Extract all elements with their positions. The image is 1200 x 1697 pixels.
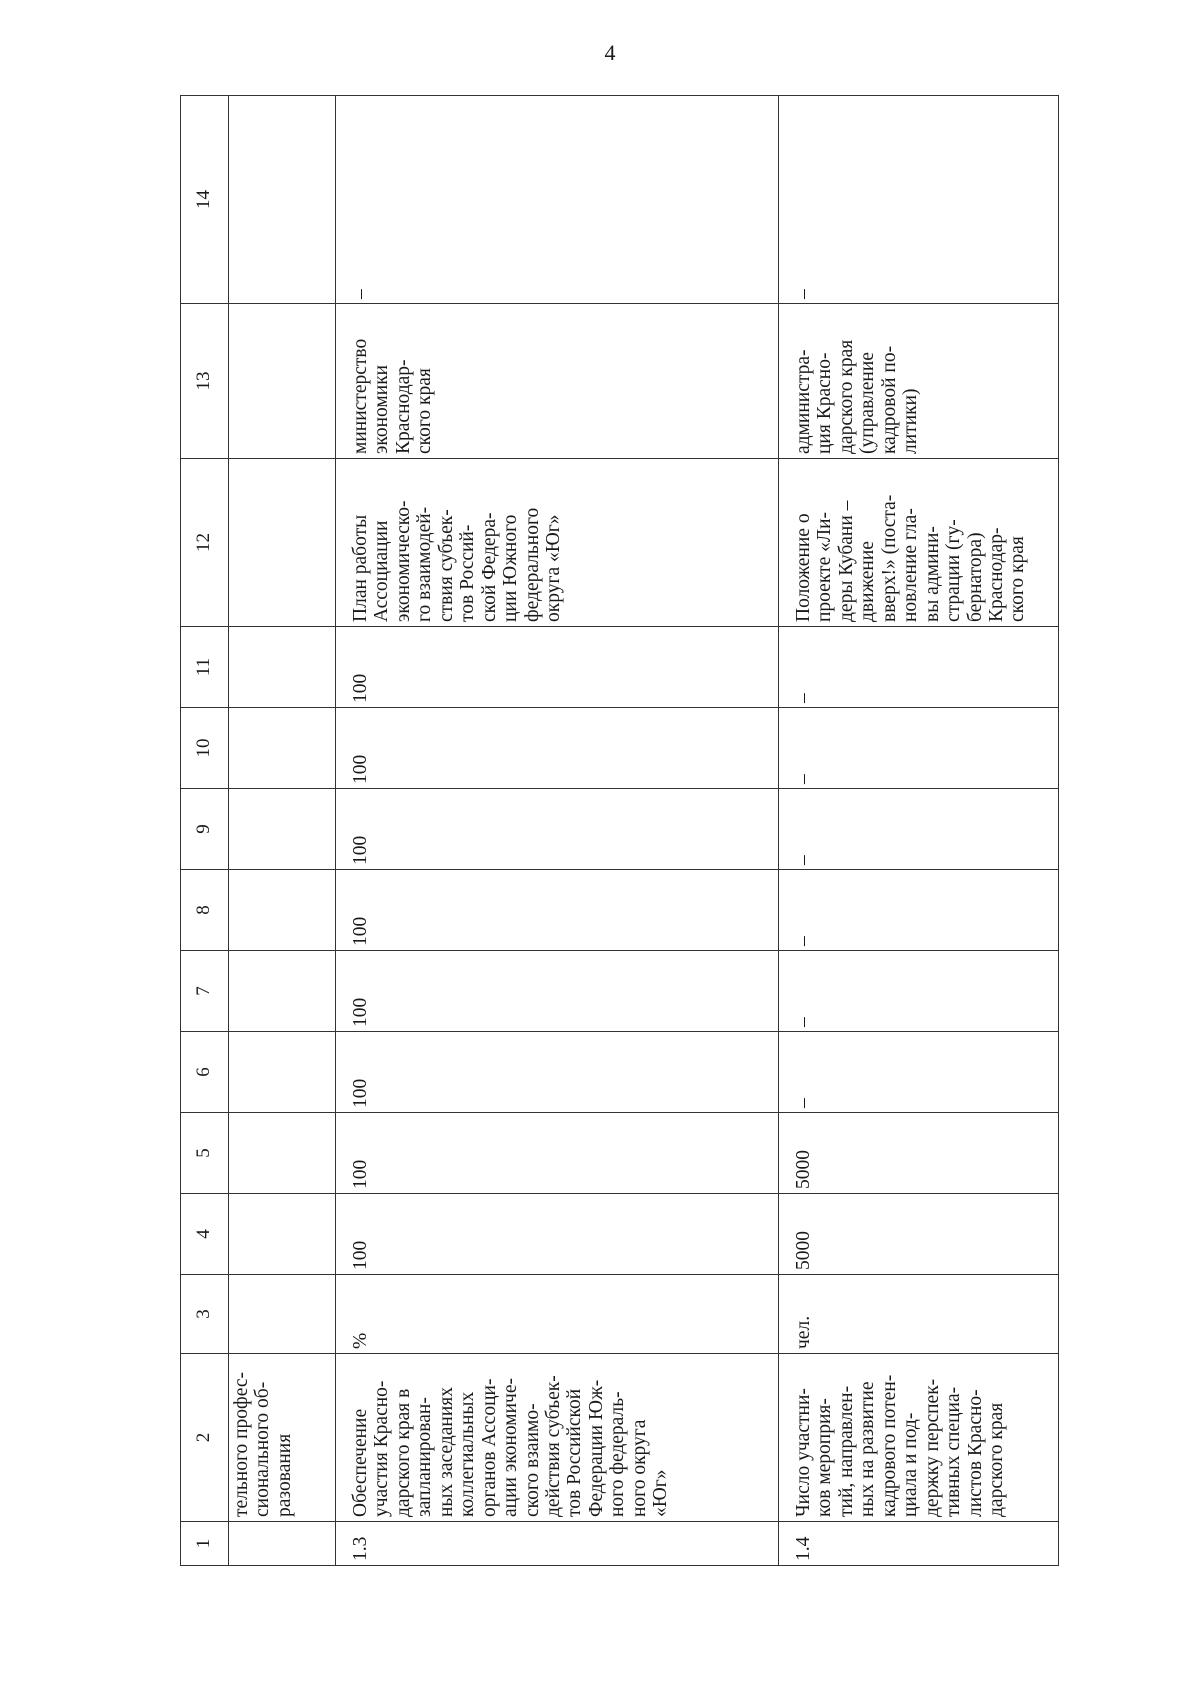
cell-line: дарского края в (392, 1388, 414, 1517)
table-cell (779, 1522, 1059, 1566)
cell-line: федерального (521, 507, 543, 622)
cell-line: 5000 (793, 1150, 814, 1189)
table-cell (229, 1032, 336, 1113)
table-row (779, 96, 1059, 1566)
cell-line: План работы (350, 514, 371, 622)
cell-line: кадрового потен- (878, 1374, 900, 1517)
table-cell (229, 1354, 336, 1522)
table-cell (779, 789, 1059, 870)
table-cell (229, 708, 336, 789)
cell-line: дарского края (985, 1402, 1007, 1517)
column-header: 11 (181, 627, 229, 708)
cell-line: бернатора) (964, 532, 986, 622)
cell-line: запланирован- (414, 1397, 436, 1517)
cell-line: (управление (857, 352, 879, 454)
cell-line: 100 (350, 1240, 371, 1270)
table-cell (229, 1113, 336, 1194)
rotated-table-area (180, 96, 1058, 1566)
cell-line: – (793, 289, 814, 299)
cell-line: ского взаимо- (521, 1403, 543, 1517)
table-cell (229, 1522, 336, 1566)
cell-line: 100 (350, 835, 371, 865)
table-cell (779, 1354, 1059, 1522)
table-cell (779, 627, 1059, 708)
cell-line: 1.4 (793, 1536, 814, 1561)
cell-line: литики) (900, 388, 922, 454)
cell-line: новление гла- (900, 508, 922, 622)
cell-line: «Юг» (650, 1469, 672, 1517)
table-cell (336, 459, 779, 627)
cell-line: Ассоциации (371, 520, 393, 622)
table-cell (779, 96, 1059, 304)
table-cell (779, 459, 1059, 627)
column-header: 7 (181, 951, 229, 1032)
cell-line: министерство (350, 338, 371, 454)
cell-line: Число участни- (793, 1388, 814, 1517)
table-cell (336, 1032, 779, 1113)
table-cell (229, 951, 336, 1032)
cell-line: Краснодар- (985, 527, 1007, 622)
cell-line: Обеспечение (350, 1408, 371, 1517)
table-cell (779, 1194, 1059, 1275)
column-header: 9 (181, 789, 229, 870)
table-cell (229, 1194, 336, 1275)
cell-line: тельного профес- (231, 1372, 252, 1517)
cell-line: участия Красно- (371, 1380, 393, 1517)
page-number: 4 (604, 40, 616, 65)
cell-line: циала и под- (900, 1412, 922, 1517)
column-header: 6 (181, 1032, 229, 1113)
cell-line: вы админи- (921, 526, 943, 622)
cell-line: экономическо- (392, 500, 414, 622)
table-cell (779, 1275, 1059, 1354)
data-table (180, 95, 1059, 1566)
table-cell (336, 1194, 779, 1275)
table-cell (779, 1032, 1059, 1113)
rotated-table-container (180, 96, 1058, 1566)
cell-line: ского края (1007, 536, 1029, 622)
cell-line: держку перспек- (921, 1378, 943, 1517)
table-cell (229, 870, 336, 951)
cell-line: Федерации Юж- (585, 1379, 607, 1517)
cell-line: органов Ассоци- (478, 1378, 500, 1517)
cell-line: 100 (350, 997, 371, 1027)
cell-line: 100 (350, 754, 371, 784)
cell-line: ков мероприя- (814, 1398, 836, 1517)
table-cell (229, 96, 336, 304)
cell-line: тов Российской (564, 1388, 586, 1517)
table-cell (336, 627, 779, 708)
table-cell (229, 789, 336, 870)
table-cell (336, 304, 779, 459)
cell-line: тий, направлен- (835, 1385, 857, 1517)
table-row (229, 96, 336, 1566)
cell-line: – (793, 693, 814, 703)
cell-line: ского края (414, 368, 436, 454)
cell-line: ской Федера- (478, 512, 500, 622)
table-cell (336, 870, 779, 951)
table-cell (336, 951, 779, 1032)
column-header: 4 (181, 1194, 229, 1275)
cell-line: 1.3 (350, 1536, 371, 1561)
cell-line: – (793, 936, 814, 946)
cell-line: – (793, 855, 814, 865)
cell-line: – (793, 1098, 814, 1108)
cell-line: ствия субъек- (435, 509, 457, 622)
cell-line: ных на развитие (857, 1381, 879, 1517)
column-header: 2 (181, 1354, 229, 1522)
cell-line: вверх!» (поста- (878, 494, 900, 622)
header-row (181, 96, 229, 1566)
cell-line: страции (гу- (943, 519, 965, 622)
table-cell (336, 96, 779, 304)
cell-line: – (350, 289, 371, 299)
cell-line: округа «Юг» (542, 514, 564, 622)
cell-line: ции Южного (500, 514, 522, 622)
cell-line: экономики (371, 364, 393, 454)
cell-line: тов Россий- (457, 524, 479, 622)
column-header: 14 (181, 96, 229, 304)
table-cell (336, 1275, 779, 1354)
cell-line: 100 (350, 916, 371, 946)
cell-line: ного округа (628, 1419, 650, 1517)
table-cell (229, 627, 336, 708)
cell-line: коллегиальных (457, 1391, 479, 1517)
column-header: 13 (181, 304, 229, 459)
table-cell (336, 789, 779, 870)
cell-line: – (793, 1017, 814, 1027)
table-cell (229, 459, 336, 627)
column-header: 10 (181, 708, 229, 789)
cell-line: движение (857, 541, 879, 622)
table-row (336, 96, 779, 1566)
column-header: 5 (181, 1113, 229, 1194)
cell-line: – (793, 774, 814, 784)
cell-line: ации экономиче- (500, 1378, 522, 1517)
cell-line: 100 (350, 1159, 371, 1189)
cell-line: 100 (350, 1078, 371, 1108)
table-cell (336, 1522, 779, 1566)
table-cell (229, 304, 336, 459)
cell-line: листов Красно- (964, 1389, 986, 1517)
table-cell (779, 304, 1059, 459)
cell-line: го взаимодей- (414, 506, 436, 622)
cell-line: администра- (793, 349, 814, 454)
cell-line: проекте «Ли- (814, 511, 836, 622)
cell-line: чел. (793, 1315, 814, 1349)
cell-line: тивных специа- (943, 1386, 965, 1517)
cell-line: ных заседаниях (435, 1387, 457, 1517)
table-cell (336, 1113, 779, 1194)
cell-line: ного федераль- (607, 1391, 629, 1517)
cell-line: деры Кубани – (835, 500, 857, 622)
table-cell (779, 870, 1059, 951)
table-cell (779, 1113, 1059, 1194)
cell-line: Положение о (793, 513, 814, 622)
table-cell (336, 708, 779, 789)
cell-line: действия субъек- (542, 1375, 564, 1517)
cell-line: дарского края (835, 339, 857, 454)
cell-line: сионального об- (252, 1381, 274, 1517)
column-header: 12 (181, 459, 229, 627)
cell-line: Краснодар- (392, 359, 414, 454)
column-header: 1 (181, 1522, 229, 1566)
cell-line: % (350, 1332, 371, 1349)
cell-line: разования (273, 1433, 295, 1517)
cell-line: 100 (350, 673, 371, 703)
column-header: 8 (181, 870, 229, 951)
table-cell (779, 951, 1059, 1032)
cell-line: 5000 (793, 1231, 814, 1270)
table-cell (336, 1354, 779, 1522)
table-cell (779, 708, 1059, 789)
cell-line: кадровой по- (878, 345, 900, 454)
column-header: 3 (181, 1275, 229, 1354)
cell-line: ция Красно- (814, 352, 836, 454)
table-cell (229, 1275, 336, 1354)
